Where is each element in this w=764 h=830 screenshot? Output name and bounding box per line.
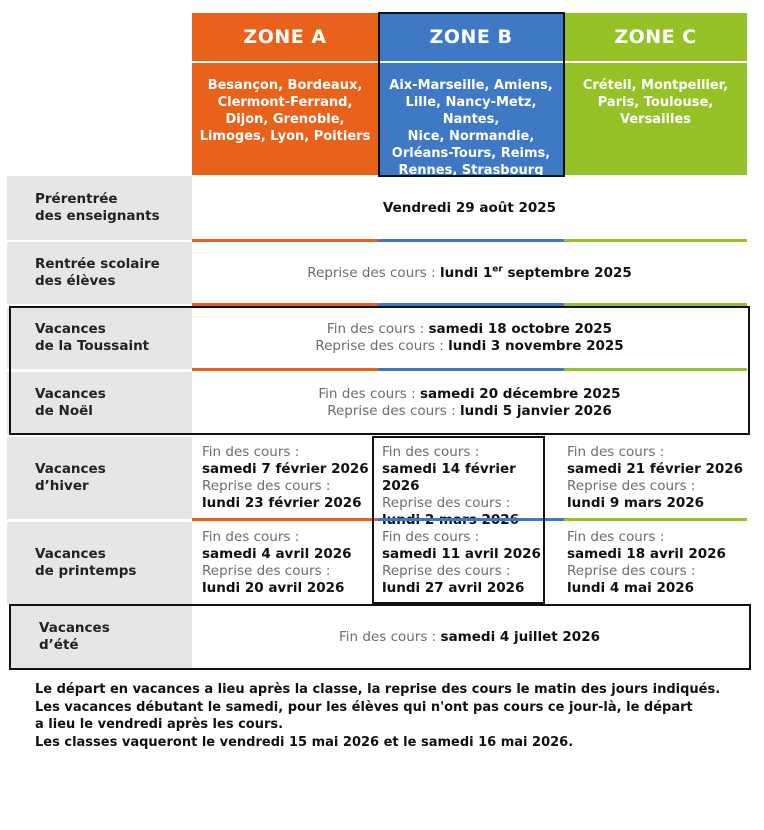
label-line: Vacances bbox=[35, 386, 106, 402]
reprise-label: Reprise des cours : bbox=[567, 478, 696, 494]
label-line: Vacances bbox=[35, 546, 106, 562]
fin-label: Fin des cours : bbox=[382, 529, 480, 545]
hiver-zone-c-cell bbox=[557, 437, 747, 519]
reprise-label: Reprise des cours : bbox=[382, 563, 511, 579]
footnote-line: Les vacances débutant le samedi, pour les élèves qui n'ont pas cours ce jour-là, le départ bbox=[35, 699, 693, 715]
hiver-zone-c-reprise: lundi 9 mars 2026 bbox=[567, 495, 705, 511]
toussaint-reprise-date: lundi 3 novembre 2025 bbox=[448, 338, 624, 354]
footnote-line: Les classes vaqueront le vendredi 15 mai 2026 et le samedi 16 mai 2026. bbox=[35, 734, 574, 750]
label-line: des enseignants bbox=[35, 208, 160, 224]
fin-label: Fin des cours : bbox=[338, 628, 437, 645]
reprise-label: Reprise des cours : bbox=[315, 338, 444, 354]
footnote-line: Le départ en vacances a lieu après la classe, la reprise des cours le matin des jours indiqués. bbox=[35, 682, 721, 697]
reprise-label: Reprise des cours : bbox=[382, 495, 511, 511]
fin-label: Fin des cours : bbox=[567, 444, 665, 460]
zone-b-city-line: Rennes, Strasbourg bbox=[398, 163, 544, 178]
label-line: d’hiver bbox=[35, 478, 89, 494]
label-line: Vacances bbox=[35, 321, 106, 337]
ete-frame bbox=[9, 604, 751, 670]
prerentree-date: Vendredi 29 août 2025 bbox=[382, 199, 557, 216]
noel-fin-date: samedi 20 décembre 2025 bbox=[419, 386, 621, 402]
zone-a-city-line: Besançon, Bordeaux, bbox=[207, 78, 363, 93]
noel-reprise-date: lundi 5 janvier 2026 bbox=[459, 403, 612, 419]
reprise-label: Reprise des cours : bbox=[567, 563, 696, 579]
printemps-zone-a-reprise: lundi 20 avril 2026 bbox=[202, 580, 345, 596]
label-line: d’été bbox=[39, 637, 79, 653]
toussaint-fin-date: samedi 18 octobre 2025 bbox=[428, 321, 613, 337]
label-line: des élèves bbox=[35, 273, 116, 289]
fin-label: Fin des cours : bbox=[202, 529, 300, 545]
rentree-date-sup: er bbox=[492, 264, 503, 274]
label-line: de Noël bbox=[35, 403, 93, 419]
reprise-label: Reprise des cours : bbox=[327, 403, 456, 419]
zone-b-city-line: Lille, Nancy-Metz, Nantes, bbox=[405, 95, 537, 127]
zone-b-hiver-printemps-frame bbox=[372, 436, 545, 604]
zone-b-city-line: Aix-Marseille, Amiens, bbox=[389, 78, 553, 93]
separator-zone-a bbox=[192, 518, 378, 521]
printemps-zone-a-cell bbox=[192, 522, 378, 604]
printemps-zone-c-cell bbox=[557, 522, 747, 604]
label-line: de la Toussaint bbox=[35, 338, 150, 354]
zone-b-city-line: Nice, Normandie, bbox=[407, 129, 535, 144]
rentree-date-day: lundi 1 bbox=[439, 264, 493, 281]
fin-label: Fin des cours : bbox=[318, 386, 416, 402]
rentree-value-cell bbox=[192, 242, 747, 304]
hiver-zone-a-cell bbox=[192, 437, 378, 519]
reprise-label: Reprise des cours : bbox=[202, 563, 331, 579]
hiver-zone-b-fin: samedi 14 février 2026 bbox=[382, 461, 516, 494]
reprise-label: Reprise des cours : bbox=[202, 478, 331, 494]
zone-a-title: ZONE A bbox=[243, 26, 327, 48]
label-line: de printemps bbox=[35, 563, 137, 579]
toussaint-noel-frame bbox=[9, 306, 750, 435]
row-label-printemps bbox=[7, 522, 192, 604]
zone-a-city-line: Limoges, Lyon, Poitiers bbox=[199, 129, 371, 144]
printemps-zone-b-reprise: lundi 27 avril 2026 bbox=[382, 580, 525, 596]
zone-b-frame bbox=[378, 12, 565, 177]
zone-c-city-line: Paris, Toulouse, bbox=[597, 95, 714, 110]
zone-c-cities bbox=[564, 63, 747, 175]
rentree-date bbox=[440, 265, 632, 281]
rentree-date-month: septembre 2025 bbox=[502, 264, 632, 281]
row-label-rentree bbox=[7, 242, 192, 304]
row-label-prerentree bbox=[7, 176, 192, 240]
label-line: Rentrée scolaire bbox=[35, 256, 160, 272]
zone-a-city-line: Dijon, Grenoble, bbox=[225, 112, 345, 127]
zone-a-cities bbox=[192, 63, 378, 175]
prerentree-value-cell bbox=[192, 176, 747, 240]
fin-label: Fin des cours : bbox=[567, 529, 665, 545]
label-line: Prérentrée bbox=[35, 191, 118, 207]
hiver-zone-a-reprise: lundi 23 février 2026 bbox=[202, 495, 362, 511]
row-label-hiver bbox=[7, 437, 192, 519]
footnote-line: a lieu le vendredi après les cours. bbox=[35, 717, 284, 732]
ete-fin-date: samedi 4 juillet 2026 bbox=[440, 628, 600, 645]
label-line: Vacances bbox=[39, 620, 110, 636]
hiver-zone-a-fin: samedi 7 février 2026 bbox=[202, 461, 369, 477]
reprise-label: Reprise des cours : bbox=[307, 264, 436, 281]
separator-zone-c bbox=[564, 518, 747, 521]
footnote bbox=[35, 681, 735, 751]
zone-b-city-line: Orléans-Tours, Reims, bbox=[391, 146, 551, 161]
fin-label: Fin des cours : bbox=[382, 444, 480, 460]
zone-b-title: ZONE B bbox=[429, 26, 513, 48]
zone-c-city-line: Versailles bbox=[619, 112, 691, 127]
zone-c-header bbox=[564, 13, 747, 61]
zone-c-city-line: Créteil, Montpellier, bbox=[582, 78, 729, 93]
printemps-zone-c-fin: samedi 18 avril 2026 bbox=[567, 546, 726, 562]
fin-label: Fin des cours : bbox=[202, 444, 300, 460]
hiver-zone-c-fin: samedi 21 février 2026 bbox=[567, 461, 744, 477]
zone-a-city-line: Clermont-Ferrand, bbox=[217, 95, 353, 110]
printemps-zone-a-fin: samedi 4 avril 2026 bbox=[202, 546, 352, 562]
zone-a-header bbox=[192, 13, 378, 61]
printemps-zone-c-reprise: lundi 4 mai 2026 bbox=[567, 580, 695, 596]
fin-label: Fin des cours : bbox=[326, 321, 425, 337]
label-line: Vacances bbox=[35, 461, 106, 477]
zone-c-title: ZONE C bbox=[614, 26, 697, 48]
printemps-zone-b-fin: samedi 11 avril 2026 bbox=[382, 546, 541, 562]
